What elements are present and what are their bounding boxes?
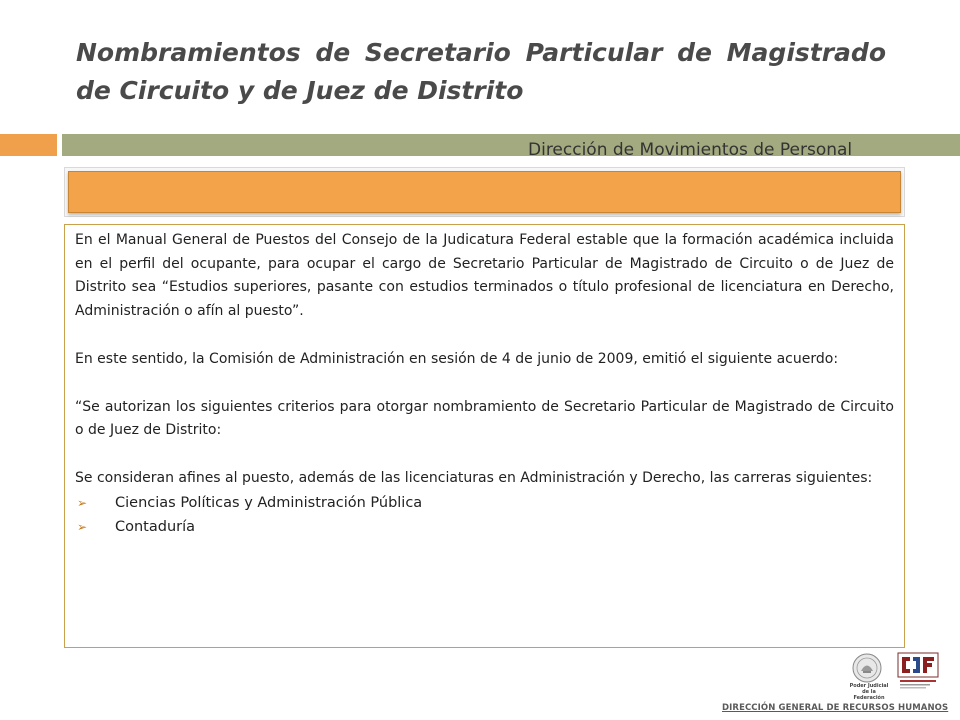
- list-item-label: Ciencias Políticas y Administración Pública: [115, 494, 423, 511]
- paragraph-afines: Se consideran afines al puesto, además de las licenciaturas en Administración y Derecho, las carreras siguientes:: [75, 469, 873, 486]
- list-item: [75, 515, 894, 539]
- accent-bar-orange: [0, 134, 57, 156]
- paragraph-comision: En este sentido, la Comisión de Administración en sesión de 4 de junio de 2009, emitió el siguiente acuerdo:: [75, 350, 839, 367]
- arrow-bullet-icon: ➢: [77, 495, 88, 510]
- arrow-bullet-icon: ➢: [77, 519, 88, 534]
- slide-subtitle: Dirección de Movimientos de Personal: [528, 140, 853, 160]
- carreras-list: [75, 491, 894, 539]
- cjf-logo: [896, 651, 940, 693]
- slide-title: Nombramientos de Secretario Particular de Magistrado de Circuito y de Juez de Distrito: [76, 38, 886, 105]
- list-item-label: Contaduría: [115, 518, 196, 535]
- orange-band: [68, 171, 901, 213]
- footer-label: DIRECCIÓN GENERAL DE RECURSOS HUMANOS: [722, 703, 949, 713]
- paragraph-acuerdo: “Se autorizan los siguientes criterios para otorgar nombramiento de Secretario Particular de Magistrado de Circuito o de Juez de Distrito:: [75, 398, 894, 439]
- paragraph-manual: En el Manual General de Puestos del Consejo de la Judicatura Federal estable que la formación académica incluida en el perfil del ocupante, para ocupar el cargo de Secretario Particular de Magistrado de Circuito o de Juez de Distrito sea “Estudios superiores, pasante con estudios terminados o título profesional de licenciatura en Derecho, Administración o afín al puesto”.: [75, 232, 894, 320]
- content-box: [64, 224, 905, 648]
- list-item: [75, 491, 894, 515]
- seal-caption: Poder Judicial de la Federación: [849, 683, 889, 701]
